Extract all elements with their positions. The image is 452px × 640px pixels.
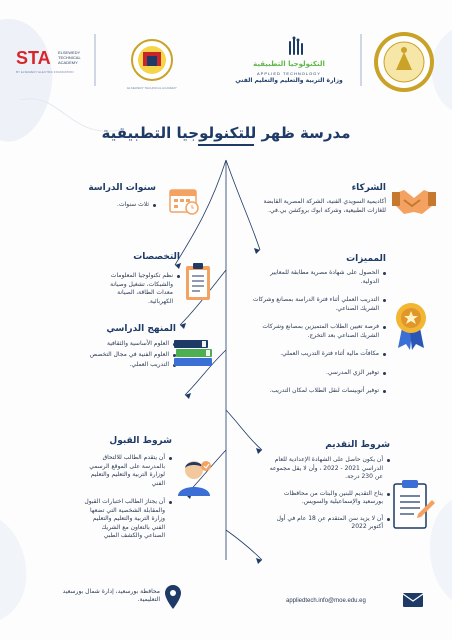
sta-line1: ELSEWEDY (58, 50, 81, 55)
sta-logo (16, 48, 116, 78)
ministry-seal (372, 30, 436, 94)
sea-logo (112, 38, 192, 94)
features-list (252, 269, 386, 396)
sta-line2: TECHNICAL (58, 55, 81, 60)
sta-line3: ACADEMY (58, 60, 78, 65)
document-checklist-icon (392, 480, 436, 536)
divider (360, 34, 362, 86)
list-item: نظم تكنولوجيا المعلومات والشبكات، تشغيل وصيانة معدات الطاقة، الصيانة الكهربائية. (94, 272, 180, 306)
curriculum-section (64, 324, 176, 372)
partners-text: أكاديمية السويدي الفنية، الشركة المصرية القابضة للغازات الطبيعية، وشركة ابوك بروكشن بي.في. (263, 198, 386, 214)
application-section (266, 440, 390, 534)
applied-tech-logo (234, 34, 344, 94)
list-item: أن يتقدم الطالب للالتحاق بالمدرسة على الموقع الرسمي لوزارة التربية والتعليم والتعليم الفني (80, 454, 172, 488)
features-section (252, 254, 386, 406)
list-item: ثلاث سنوات. (64, 201, 156, 210)
applied-tech-title-ar: التكنولوجيا التطبيقية (253, 60, 325, 68)
sea-caption: ELSEWEDY TECHNICAL ACADEMY (127, 86, 177, 90)
specializations-title: التخصصات (133, 252, 180, 262)
page-title: مدرسة ظهر للتكنولوجيا التطبيقية (101, 124, 351, 142)
application-title: شروط التقديم (325, 440, 390, 450)
curriculum-list (64, 340, 176, 370)
study-years-title: سنوات الدراسة (88, 183, 156, 193)
admission-title: شروط القبول (109, 436, 172, 446)
list-item: أن يكون حاصل على الشهادة الإعدادية للعام الدراسي 2021 - 2022 ، وأن لا يقل مجموعه عن 230 درجة. (266, 456, 390, 482)
handshake-icon (392, 186, 436, 218)
list-item: العلوم الأساسية والثقافية (64, 340, 176, 349)
footer-email[interactable]: appliedtech.info@moe.edu.eg (286, 598, 366, 604)
calendar-clock-icon (168, 184, 200, 216)
list-item: فرصة تعيين الطلاب المتميزين بمصانع وشركات الشريك الصناعي بعد التخرج. (252, 323, 386, 340)
list-item: توفير أتوبيسات لنقل الطلاب لمكان التدريب. (252, 387, 386, 396)
partners-section (252, 183, 386, 215)
list-item: مكافآت مالية أثناء فترة التدريب العملي. (252, 350, 386, 359)
specializations-list (94, 272, 180, 306)
location-pin-icon (164, 584, 182, 610)
partners-title: الشركاء (351, 183, 386, 193)
study-years-section (64, 183, 156, 212)
features-title: المميزات (346, 254, 386, 264)
award-medal-icon (394, 300, 428, 350)
list-item: الحصول على شهادة مصرية مطابقة للمعايير الدولية. (252, 269, 386, 286)
curriculum-title: المنهج الدراسي (106, 324, 176, 334)
list-item: توفير الزي المدرسي. (252, 369, 386, 378)
admission-list (80, 454, 172, 541)
sta-mark: STA (16, 48, 51, 68)
ministry-name-ar: وزارة التربية والتعليم والتعليم الفني (235, 77, 343, 84)
admission-section (80, 436, 172, 543)
divider (94, 34, 96, 86)
hand-circuit-icon (284, 34, 308, 58)
application-list (266, 456, 390, 532)
ministry-seal-icon (372, 30, 436, 94)
sta-tagline: BY ELSEWEDY ELECTRIC FOUNDATION (16, 70, 74, 74)
applied-tech-title-en: APPLIED TECHNOLOGY (257, 71, 321, 76)
footer-location: محافظة بورسعيد، إدارة شمال بورسعيد التعليمية. (62, 588, 160, 603)
list-item: أن لا يزيد سن المتقدم عن 18 عام في أول أكتوبر 2022 (266, 515, 390, 532)
books-stack-icon (172, 336, 216, 368)
clipboard-icon (184, 262, 212, 302)
list-item: التدريب العملي أثناء فترة الدراسة بمصانع وشركات الشريك الصناعي. (252, 296, 386, 313)
sea-emblem-icon (112, 38, 192, 84)
list-item: التدريب العملي. (64, 361, 176, 370)
email-envelope-icon (402, 592, 424, 608)
title-underline (198, 144, 254, 146)
list-item: العلوم الفنية في مجال التخصص (64, 351, 176, 360)
student-avatar-icon (176, 456, 212, 496)
list-item: يتاح التقديم للبنين والبنات من محافظات بورسعيد والإسماعيلية والسويس. (266, 490, 390, 507)
list-item: أن يجتاز الطالب اختبارات القبول والمقابلة الشخصية التي تضعها وزارة التربية والتعليم والتعليم الفني بالتعاون مع الشريك الصناعي والكشف الطبي (80, 498, 172, 541)
study-years-list (64, 201, 156, 210)
specializations-section (94, 252, 180, 308)
